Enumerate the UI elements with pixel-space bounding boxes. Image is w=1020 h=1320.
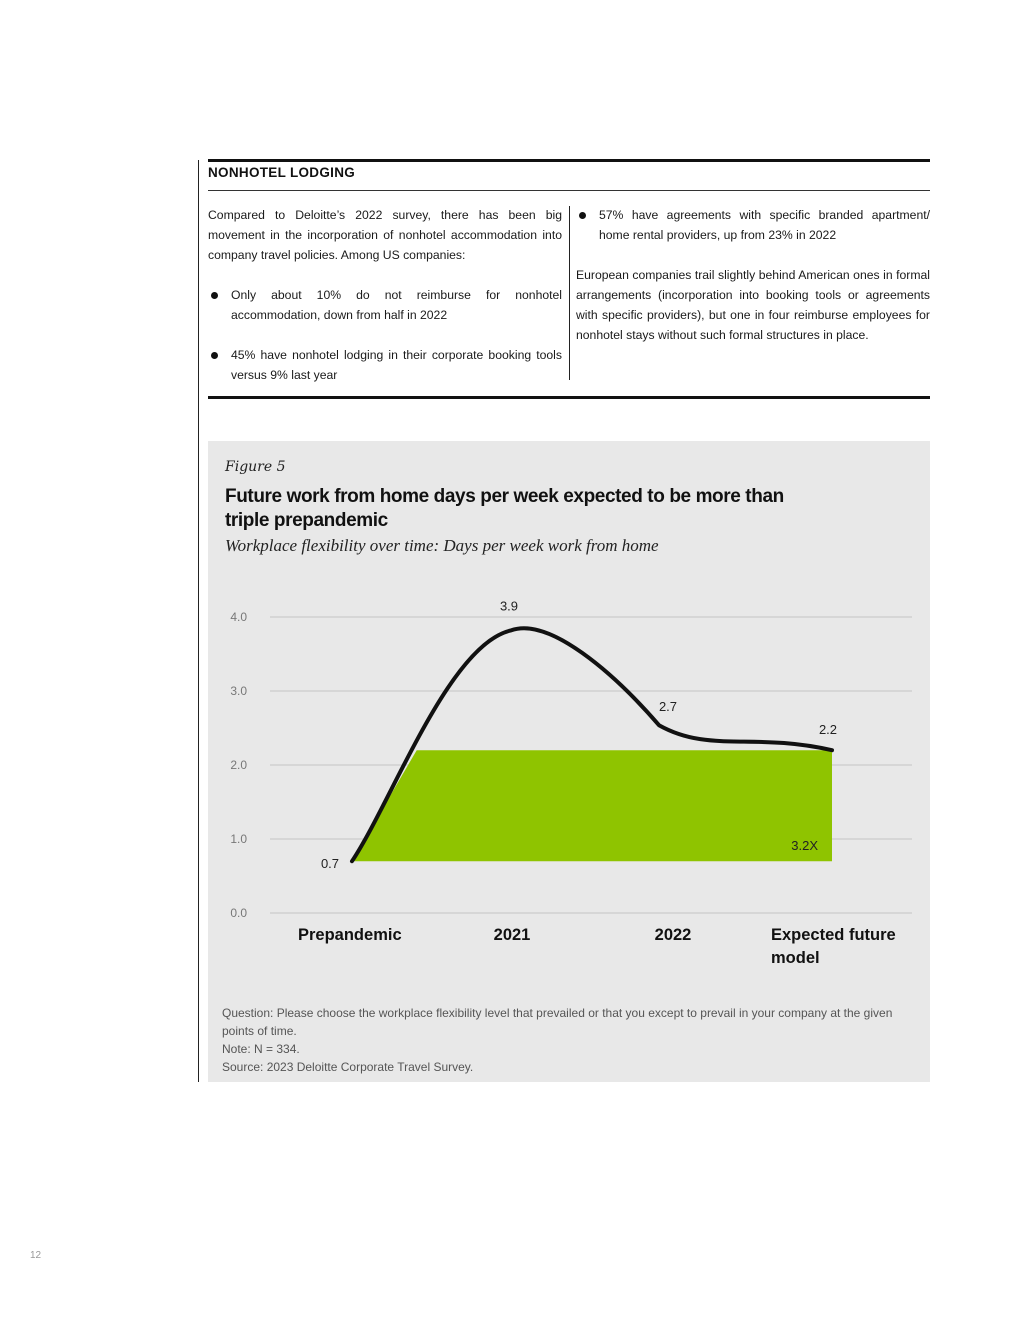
page-number: 12: [30, 1250, 42, 1261]
y-tick-label: 1.0: [230, 832, 247, 846]
figure-title: Future work from home days per week expected to be more than triple prepandemic: [225, 486, 784, 531]
data-label: 2.7: [658, 699, 678, 715]
figure-label: Figure 5: [225, 459, 286, 475]
data-label: 2.2: [818, 722, 838, 738]
bullet-item: 45% have nonhotel lodging in their corporate booking tools versus 9% last year: [208, 345, 562, 385]
y-tick-label: 2.0: [230, 758, 247, 772]
multiplier-label: 3.2X: [791, 838, 818, 854]
highlight-band-layer: [352, 750, 832, 861]
sidebar-title: NONHOTEL LODGING: [208, 165, 356, 180]
y-axis-ticks: [230, 610, 247, 920]
figure-source: Source: 2023 Deloitte Corporate Travel Survey.: [222, 1060, 474, 1074]
y-tick-label: 0.0: [230, 906, 247, 920]
x-category-label: Prepandemic: [298, 926, 402, 944]
multiplier-band: [352, 750, 832, 861]
sidebar-intro: Compared to Deloitte’s 2022 survey, there has been big movement in the incorporation of nonhotel accommodation into company travel policies. Among US companies:: [208, 208, 562, 262]
x-category-label: 2022: [654, 926, 692, 944]
y-tick-label: 3.0: [230, 684, 247, 698]
sidebar-title-rule: [208, 190, 930, 191]
bullet-item: 57% have agreements with specific branded apartment/ home rental providers, up from 23% in 2022: [576, 205, 930, 245]
bullet-item: Only about 10% do not reimburse for nonhotel accommodation, down from half in 2022: [208, 285, 562, 325]
sidebar-left-column: [208, 205, 562, 385]
y-tick-label: 4.0: [230, 610, 247, 624]
left-margin-rule: [198, 160, 199, 1082]
x-axis-categories: [298, 926, 896, 967]
x-category-label: 2021: [493, 926, 531, 944]
figure-notes: [222, 1004, 912, 1076]
data-label: 0.7: [320, 856, 340, 872]
x-category-label: Expected future model: [771, 926, 896, 967]
data-label: 3.9: [499, 598, 519, 614]
sidebar-right-paragraph: European companies trail slightly behind American ones in formal arrangements (incorporation into booking tools or agreements with specific providers), but one in four reimburse employees for nonhotel stays without such formal structures in place.: [576, 268, 930, 342]
sidebar-bottom-rule: [208, 396, 930, 399]
sidebar-right-column: [576, 205, 930, 345]
column-divider: [569, 206, 570, 380]
figure-question: Question: Please choose the workplace flexibility level that prevailed or that you except to prevail in your company at the given points of time.: [222, 1006, 893, 1038]
sidebar-left-bullets: [208, 285, 562, 385]
sidebar-top-rule: [208, 159, 930, 162]
figure-note: Note: N = 334.: [222, 1042, 300, 1056]
figure-subtitle: Workplace flexibility over time: Days per week work from home: [225, 536, 659, 555]
sidebar-right-bullets: [576, 205, 930, 245]
figure-panel: [208, 441, 930, 1082]
wfh-line-chart: [208, 441, 930, 1001]
